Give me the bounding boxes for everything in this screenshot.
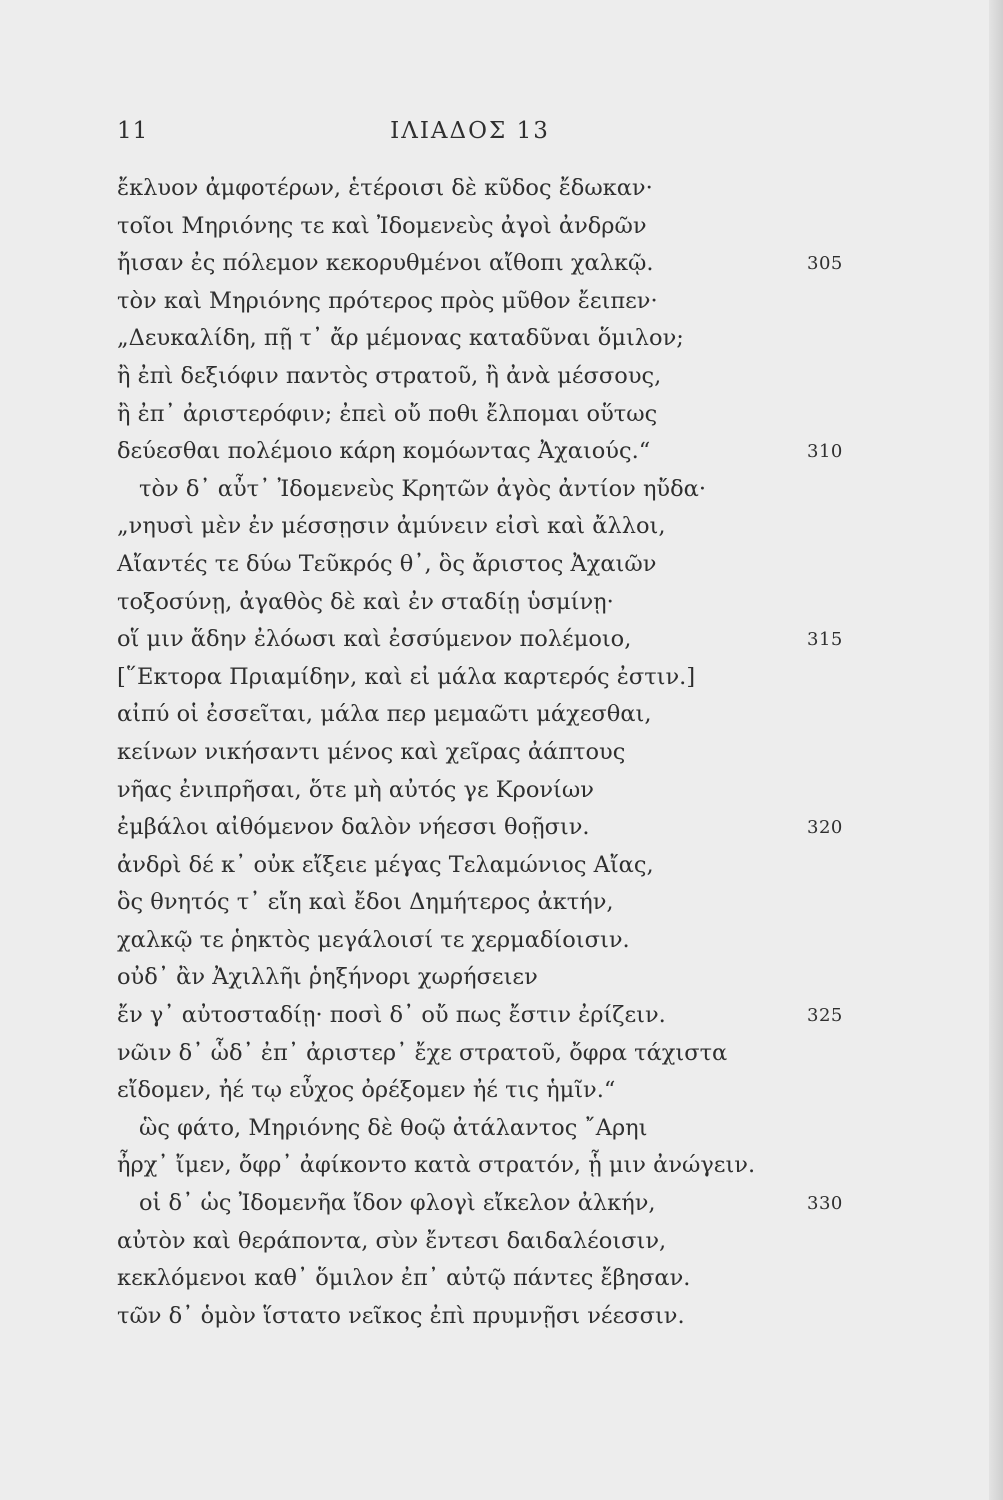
verse-text: „Δευκαλίδη, πῇ τ᾽ ἄρ μέμονας καταδῦναι ὅμιλον; xyxy=(117,325,684,352)
verse-text: οἱ δ᾽ ὡς Ἰδομενῆα ἴδον φλογὶ εἴκελον ἀλκήν, xyxy=(139,1190,656,1217)
verse-text: χαλκῷ τε ῥηκτὸς μεγάλοισί τε χερμαδίοισιν. xyxy=(117,926,630,953)
verse-text: ἔκλυον ἀμφοτέρων, ἑτέροισι δὲ κῦδος ἔδωκαν· xyxy=(117,175,653,201)
verse-text: κεκλόμενοι καθ᾽ ὅμιλον ἐπ᾽ αὐτῷ πάντες ἔβησαν. xyxy=(117,1265,691,1292)
verse-text: κείνων νικήσαντι μένος καὶ χεῖρας ἀάπτους xyxy=(117,738,626,765)
verse-text: αἰπύ οἱ ἐσσεῖται, μάλα περ μεμαῶτι μάχεσθαι, xyxy=(117,701,652,728)
line-number: 320 xyxy=(807,817,843,839)
verse-text: ἤισαν ἐς πόλεμον κεκορυθμένοι αἴθοπι χαλκῷ. xyxy=(117,250,654,277)
verse-line xyxy=(117,659,857,697)
line-number: 325 xyxy=(807,1005,843,1027)
page-edge xyxy=(989,0,1003,1500)
verse-line xyxy=(117,809,857,847)
verse-text: ἔν γ᾽ αὐτοσταδίῃ· ποσὶ δ᾽ οὔ πως ἔστιν ἐρίζειν. xyxy=(117,1002,666,1029)
verse-text: οὐδ᾽ ἂν Ἀχιλλῆι ῥηξήνορι χωρήσειεν xyxy=(117,964,538,991)
page-number: 11 xyxy=(117,118,149,144)
verse-line xyxy=(117,584,857,622)
running-header xyxy=(0,118,1003,158)
verse-text: „νηυσὶ μὲν ἐν μέσσῃσιν ἀμύνειν εἰσὶ καὶ ἄλλοι, xyxy=(117,513,666,540)
line-number: 305 xyxy=(807,253,843,275)
verse-text: οἵ μιν ἅδην ἐλόωσι καὶ ἐσσύμενον πολέμοιο, xyxy=(117,626,632,653)
verse-line xyxy=(117,772,857,810)
verse-text: δεύεσθαι πολέμοιο κάρη κομόωντας Ἀχαιούς.“ xyxy=(117,438,651,465)
verse-line xyxy=(117,1072,857,1110)
verse-text: νῆας ἐνιπρῆσαι, ὅτε μὴ αὐτός γε Κρονίων xyxy=(117,776,594,803)
verse-text: ὣς φάτο, Μηριόνης δὲ θοῷ ἀτάλαντος ῎Αρηι xyxy=(139,1114,648,1141)
verse-text: ἐμβάλοι αἰθόμενον δαλὸν νήεσσι θοῇσιν. xyxy=(117,814,590,841)
verse-text: τὸν δ᾽ αὖτ᾽ Ἰδομενεὺς Κρητῶν ἀγὸς ἀντίον ηὔδα· xyxy=(139,475,707,502)
verse-text: αὐτὸν καὶ θεράποντα, σὺν ἔντεσι δαιδαλέοισιν, xyxy=(117,1227,667,1254)
book-title: ΙΛΙΑΔΟΣ 13 xyxy=(390,118,550,144)
verse-text: τῶν δ᾽ ὁμὸν ἵστατο νεῖκος ἐπὶ πρυμνῇσι νέεσσιν. xyxy=(117,1302,685,1329)
verse-line xyxy=(117,959,857,997)
verse-line xyxy=(117,245,857,283)
verse-line xyxy=(117,320,857,358)
verse-line xyxy=(117,1298,857,1336)
verse-line xyxy=(117,396,857,434)
verse-line xyxy=(117,508,857,546)
line-number: 330 xyxy=(807,1193,843,1215)
verse-text: ἢ ἐπὶ δεξιόφιν παντὸς στρατοῦ, ἢ ἀνὰ μέσσους, xyxy=(117,362,662,389)
verse-text: τοῖοι Μηριόνης τε καὶ Ἰδομενεὺς ἀγοὶ ἀνδρῶν xyxy=(117,212,647,239)
verse-line xyxy=(117,1147,857,1185)
verse-text: ἢ ἐπ᾽ ἀριστερόφιν; ἐπεὶ οὔ ποθι ἔλπομαι οὕτως xyxy=(117,400,658,427)
verse-line xyxy=(117,922,857,960)
verse-line xyxy=(117,847,857,885)
verse-line xyxy=(117,1185,857,1223)
verse-line xyxy=(117,1110,857,1148)
verse-text: ἀνδρὶ δέ κ᾽ οὐκ εἴξειε μέγας Τελαμώνιος Αἴας, xyxy=(117,851,654,878)
verse-line xyxy=(117,1035,857,1073)
line-number: 310 xyxy=(807,441,843,463)
verse-line xyxy=(117,997,857,1035)
verse-line xyxy=(117,546,857,584)
verse-text: εἴδομεν, ἠέ τῳ εὖχος ὀρέξομεν ἠέ τις ἡμῖν.“ xyxy=(117,1077,616,1104)
verse-text: τοξοσύνῃ, ἀγαθὸς δὲ καὶ ἐν σταδίῃ ὑσμίνῃ· xyxy=(117,588,614,615)
verse-line xyxy=(117,1223,857,1261)
verse-text: ἦρχ᾽ ἴμεν, ὄφρ᾽ ἀφίκοντο κατὰ στρατόν, ᾗ μιν ἀνώγειν. xyxy=(117,1152,756,1179)
poem-text xyxy=(117,170,857,1335)
verse-line xyxy=(117,471,857,509)
verse-line xyxy=(117,884,857,922)
verse-line xyxy=(117,433,857,471)
verse-line xyxy=(117,621,857,659)
verse-text: Αἴαντές τε δύω Τεῦκρός θ᾽, ὃς ἄριστος Ἀχαιῶν xyxy=(117,550,657,577)
verse-text: τὸν καὶ Μηριόνης πρότερος πρὸς μῦθον ἔειπεν· xyxy=(117,287,658,314)
verse-line xyxy=(117,170,857,208)
verse-line xyxy=(117,1260,857,1298)
verse-line xyxy=(117,208,857,246)
verse-line xyxy=(117,696,857,734)
verse-text: νῶιν δ᾽ ὧδ᾽ ἐπ᾽ ἀριστερ᾽ ἔχε στρατοῦ, ὄφρα τάχιστα xyxy=(117,1039,728,1066)
line-number: 315 xyxy=(807,629,843,651)
verse-text: [῞Εκτορα Πριαμίδην, καὶ εἰ μάλα καρτερός ἐστιν.] xyxy=(117,663,696,690)
verse-text: ὃς θνητός τ᾽ εἴη καὶ ἔδοι Δημήτερος ἀκτήν, xyxy=(117,889,614,916)
verse-line xyxy=(117,734,857,772)
verse-line xyxy=(117,283,857,321)
verse-line xyxy=(117,358,857,396)
